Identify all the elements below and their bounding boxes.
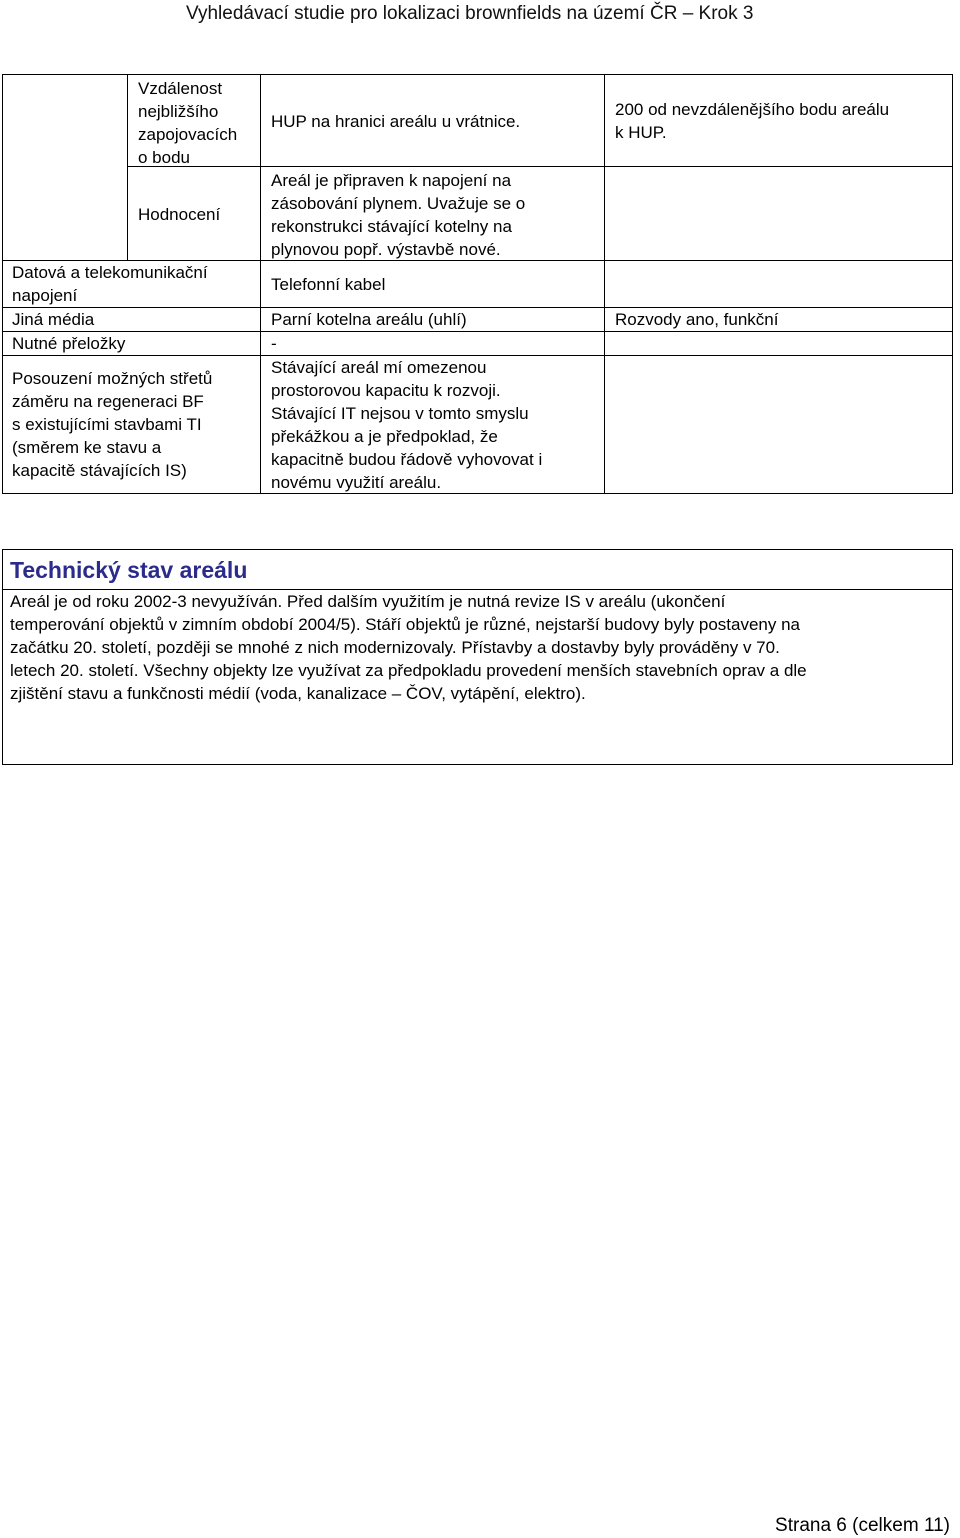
- nutne-prelozky-value: -: [271, 334, 277, 353]
- value-line: kapacitně budou řádově vyhovovat i: [271, 450, 543, 469]
- value-line: Areál je připraven k napojení na: [271, 171, 512, 190]
- value-line: prostorovou kapacitu k rozvoji.: [271, 381, 501, 400]
- paragraph-line: zjištění stavu a funkčnosti médií (voda, kanalizace – ČOV, vytápění, elektro).: [10, 684, 586, 703]
- table-border-line: [604, 74, 605, 494]
- nutne-prelozky-label: Nutné přeložky: [12, 334, 126, 353]
- box-border-line: [2, 549, 3, 765]
- hodnoceni-label: Hodnocení: [138, 205, 221, 224]
- box-border-line: [2, 764, 953, 765]
- vzdalenost-label: [138, 77, 237, 169]
- label-line: Vzdálenost: [138, 79, 223, 98]
- infrastructure-table: [0, 0, 960, 500]
- value-line: překážkou a je předpoklad, že: [271, 427, 498, 446]
- datova-label: [12, 261, 208, 307]
- label-line: nejbližšího: [138, 102, 219, 121]
- value-line: rekonstrukci stávající kotelny na: [271, 217, 512, 236]
- table-border-line: [952, 74, 953, 494]
- label-line: Datová a telekomunikační: [12, 263, 208, 282]
- table-border-line: [2, 307, 953, 308]
- label-line: (směrem ke stavu a: [12, 438, 162, 457]
- vzdalenost-value: HUP na hranici areálu u vrátnice.: [271, 112, 521, 131]
- hodnoceni-value: [271, 169, 525, 261]
- paragraph-line: letech 20. století. Všechny objekty lze využívat za předpokladu provedení menších stavebních oprav a dle: [10, 661, 807, 680]
- box-border-line: [2, 549, 953, 550]
- jina-media-note: Rozvody ano, funkční: [615, 310, 779, 329]
- paragraph-line: temperování objektů v zimním období 2004/5). Stáří objektů je různé, nejstarší budovy byly postaveny na: [10, 615, 800, 634]
- label-line: Posouzení možných střetů: [12, 369, 213, 388]
- table-border-line: [127, 74, 128, 260]
- vzdalenost-note: [615, 98, 889, 144]
- label-line: o bodu: [138, 148, 190, 167]
- value-line: Stávající IT nejsou v tomto smyslu: [271, 404, 529, 423]
- paragraph-line: Areál je od roku 2002-3 nevyužíván. Před dalším využitím je nutná revize IS v areálu (ukončení: [10, 592, 726, 611]
- table-border-line: [2, 331, 953, 332]
- paragraph-line: začátku 20. století, později se mnohé z nich modernizovaly. Přístavby a dostavby byly prováděny v 70.: [10, 638, 780, 657]
- box-border-line: [952, 549, 953, 765]
- label-line: s existujícími stavbami TI: [12, 415, 202, 434]
- section-paragraph: [10, 590, 945, 705]
- label-line: napojení: [12, 286, 78, 305]
- table-border-line: [2, 74, 953, 75]
- label-line: kapacitě stávajících IS): [12, 461, 187, 480]
- table-border-line: [604, 166, 953, 167]
- jina-media-label: Jiná média: [12, 310, 95, 329]
- table-border-line: [2, 74, 3, 494]
- label-line: záměru na regeneraci BF: [12, 392, 204, 411]
- posouzeni-value: [271, 356, 542, 494]
- jina-media-value: Parní kotelna areálu (uhlí): [271, 310, 467, 329]
- posouzeni-label: [12, 367, 212, 482]
- label-line: zapojovacích: [138, 125, 238, 144]
- value-line: novému využití areálu.: [271, 473, 442, 492]
- datova-value: Telefonní kabel: [271, 275, 386, 294]
- value-line: zásobování plynem. Uvažuje se o: [271, 194, 526, 213]
- note-line: 200 od nevzdálenějšího bodu areálu: [615, 100, 890, 119]
- document-header: Vyhledávací studie pro lokalizaci brownfields na území ČR – Krok 3: [186, 3, 754, 24]
- value-line: Stávající areál mí omezenou: [271, 358, 487, 377]
- table-border-line: [260, 74, 261, 494]
- section-title: Technický stav areálu: [10, 557, 248, 583]
- note-line: k HUP.: [615, 123, 667, 142]
- page-number: Strana 6 (celkem 11): [775, 1515, 950, 1536]
- value-line: plynovou popř. výstavbě nové.: [271, 240, 501, 259]
